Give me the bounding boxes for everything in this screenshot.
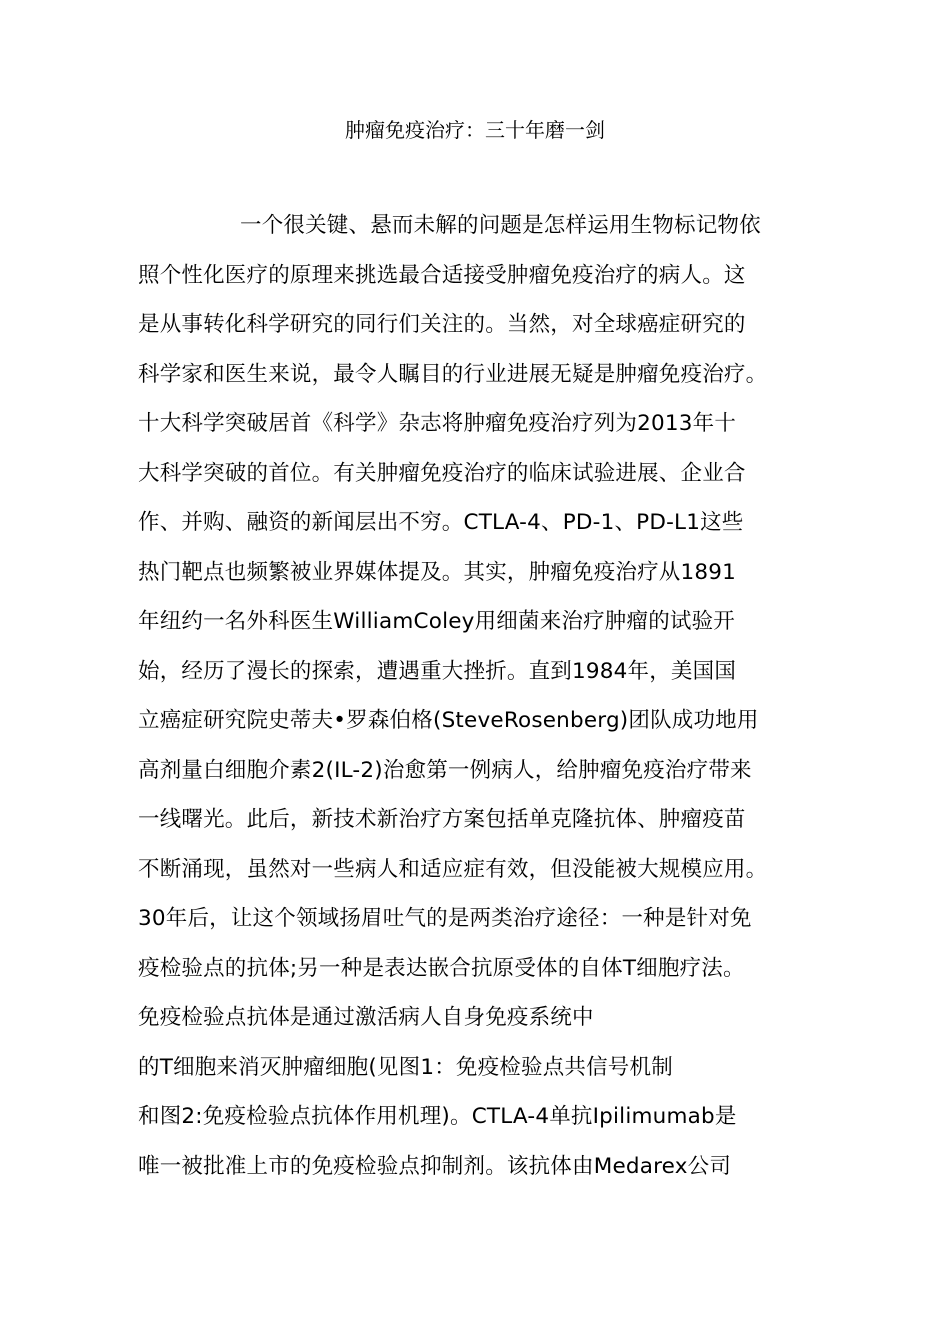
text-line: 年纽约一名外科医生WilliamColey用细菌来治疗肿瘤的试验开: [138, 609, 735, 634]
text-line: 始，经历了漫长的探索，遭遇重大挫折。直到1984年，美国国: [138, 658, 737, 684]
text-line: 作、并购、融资的新闻层出不穷。CTLA-4、PD-1、PD-L1这些: [138, 510, 744, 535]
text-line: 十大科学突破居首《科学》杂志将肿瘤免疫治疗列为2013年十: [138, 411, 737, 436]
text-line: 的T细胞来消灭肿瘤细胞(见图1：免疫检验点共信号机制: [138, 1054, 673, 1080]
body-paragraph: [138, 201, 818, 1191]
text-line: 科学家和医生来说，最令人瞩目的行业进展无疑是肿瘤免疫治疗。: [138, 361, 768, 387]
text-line: 唯一被批准上市的免疫检验点抑制剂。该抗体由Medarex公司: [138, 1153, 732, 1179]
text-line: 是从事转化科学研究的同行们关注的。当然，对全球癌症研究的: [138, 312, 746, 337]
text-line: 立癌症研究院史蒂夫•罗森伯格(SteveRosenberg)团队成功地用: [138, 708, 759, 733]
text-line: 高剂量白细胞介素2(IL-2)治愈第一例病人，给肿瘤免疫治疗带来: [138, 757, 752, 783]
text-line: 和图2:免疫检验点抗体作用机理)。CTLA-4单抗Ipilimumab是: [138, 1104, 737, 1129]
text-line: 疫检验点的抗体;另一种是表达嵌合抗原受体的自体T细胞疗法。: [138, 955, 745, 981]
text-line: 一线曙光。此后，新技术新治疗方案包括单克隆抗体、肿瘤疫苗: [138, 807, 746, 832]
text-line: 一个很关键、悬而未解的问题是怎样运用生物标记物依: [240, 213, 761, 238]
text-line: 大科学突破的首位。有关肿瘤免疫治疗的临床试验进展、企业合: [138, 460, 746, 486]
text-line: 热门靶点也频繁被业界媒体提及。其实，肿瘤免疫治疗从1891: [138, 559, 737, 585]
text-line: 免疫检验点抗体是通过激活病人自身免疫系统中: [138, 1005, 594, 1030]
text-line: 照个性化医疗的原理来挑选最合适接受肿瘤免疫治疗的病人。这: [138, 262, 746, 288]
text-line: 不断涌现，虽然对一些病人和适应症有效，但没能被大规模应用。: [138, 856, 768, 882]
document-title: 肿瘤免疫治疗：三十年磨一剑: [345, 118, 605, 142]
text-line: 30年后，让这个领域扬眉吐气的是两类治疗途径：一种是针对免: [138, 906, 752, 931]
